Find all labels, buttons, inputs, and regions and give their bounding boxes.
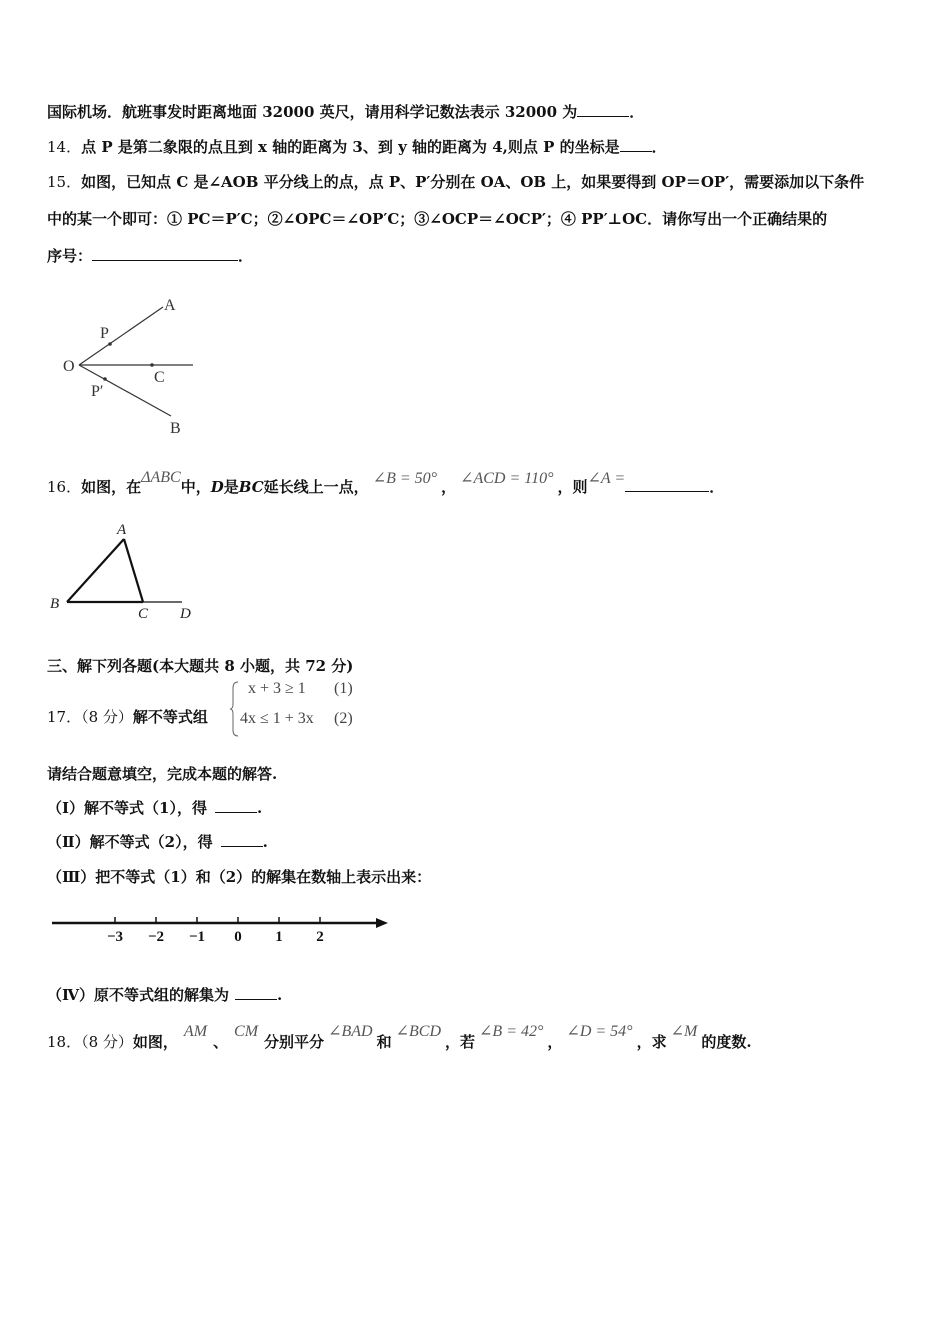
point-C [150, 363, 154, 367]
q18-text-6: ， [547, 1033, 563, 1051]
inequality-2 [240, 710, 353, 728]
system-brace [230, 680, 240, 738]
q13-answer-blank[interactable] [577, 102, 629, 117]
q16-text-5: ，则 [557, 478, 588, 496]
q14-line [47, 137, 667, 157]
segment-AB [67, 539, 124, 602]
inequality-1-expr: x + 3 ≥ 1 [248, 680, 306, 697]
q18-text-2: 、 [213, 1033, 229, 1051]
point-P-prime [103, 377, 107, 381]
label-P-prime: P′ [91, 383, 104, 400]
q17-part-2-text: （Ⅱ）解不等式（2），得 [47, 833, 213, 851]
q15-line-3 [47, 246, 253, 266]
q15-line-2 [47, 209, 827, 229]
q16-text-2: 中， [180, 478, 211, 496]
number-line [50, 910, 395, 945]
q15-line-1 [47, 172, 864, 192]
q16-math-angle-A: ∠A = [587, 470, 626, 487]
point-P [108, 342, 112, 346]
label-A: A [164, 297, 176, 314]
q17-part-1-text: （Ⅰ）解不等式（1），得 [47, 799, 207, 817]
q16-text-3: 是 [223, 478, 239, 496]
inequality-1 [240, 680, 353, 698]
q17-part-2-blank[interactable] [221, 832, 263, 847]
number-line-label: −3 [106, 929, 124, 945]
q15-text-2: 中的某一个即可：① PC＝P′C；②∠OPC＝∠OP′C；③∠OCP＝∠OCP′；④ PP′⊥OC．请你写出一个正确结果的 [47, 210, 828, 228]
q18-text-4: 和 [376, 1033, 392, 1051]
q18-math-angle-BAD: ∠BAD [328, 1023, 373, 1040]
q17-part-4-end: . [277, 986, 283, 1004]
q15-answer-blank[interactable] [92, 246, 238, 261]
number-line-label: −1 [188, 929, 206, 945]
q16-text-D: D [210, 478, 224, 496]
section-3-title: 三、解下列各题(本大题共 8 小题，共 72 分) [47, 657, 354, 675]
q17-part-1-end: . [256, 799, 263, 817]
q15-text-3: 序号： [47, 247, 93, 265]
number-line-label: 0 [234, 929, 242, 945]
segment-AC [124, 539, 143, 602]
inequality-2-expr: 4x ≤ 1 + 3x [240, 710, 314, 727]
label-C: C [138, 606, 149, 622]
q18-text-5: ，若 [445, 1033, 476, 1051]
q18-math-angle-B: ∠B = 42° [479, 1023, 544, 1040]
q13-end: ． [629, 103, 645, 121]
label-B: B [50, 596, 60, 612]
label-A: A [117, 522, 127, 538]
q17-number: 17． [47, 708, 82, 726]
q17-part-4-text: （Ⅳ）原不等式组的解集为 [47, 986, 230, 1004]
q18-math-angle-BCD: ∠BCD [395, 1023, 441, 1040]
q13-text: 国际机场．航班事发时距离地面 32000 英尺，请用科学记数法表示 32000 为 [47, 103, 578, 121]
q17-part-2 [47, 832, 268, 852]
q15-end: ． [238, 247, 254, 265]
inequality-2-tag: (2) [334, 710, 353, 727]
q17-part-1-blank[interactable] [215, 798, 257, 813]
number-line-ticks [107, 917, 324, 945]
q14-end: ． [651, 138, 667, 156]
number-line-label: 2 [316, 929, 324, 945]
label-O: O [63, 358, 75, 375]
q17-part-1 [47, 798, 262, 818]
q18-text-8: 的度数. [701, 1033, 752, 1051]
q18-math-AM: AM [183, 1023, 208, 1040]
q17-score: （8 分） [81, 708, 133, 726]
q13-tail-line [47, 102, 644, 122]
label-B: B [170, 420, 181, 437]
number-line-arrow [376, 918, 388, 928]
q18-score: （8 分） [81, 1033, 133, 1051]
q16-math-angle-ACD: ∠ACD = 110° [460, 470, 554, 487]
q18-math-angle-D: ∠D = 54° [566, 1023, 633, 1040]
q17-part-4 [47, 985, 282, 1005]
inequality-1-tag: (1) [334, 680, 353, 697]
q16-math-angle-B: ∠B = 50° [372, 470, 438, 487]
q16-text-4: 延长线上一点， [263, 478, 369, 496]
q18-math-angle-M: ∠M [670, 1023, 698, 1040]
q16-number: 16． [47, 478, 82, 496]
q16-comma-1: ， [441, 478, 457, 496]
label-C: C [154, 369, 165, 386]
q15-number: 15． [47, 173, 82, 191]
q14-text: 点 P 是第二象限的点且到 x 轴的距离为 3、到 y 轴的距离为 4,则点 P 的坐标是 [81, 138, 620, 156]
q17-text: 解不等式组 [132, 708, 208, 726]
number-line-label: −2 [147, 929, 165, 945]
q15-text-1: 如图，已知点 C 是∠AOB 平分线上的点，点 P、P′分别在 OA、OB 上，如果要得到 OP＝OP′，需要添加以下条件 [81, 173, 865, 191]
label-D: D [180, 606, 191, 622]
ray-OA [79, 307, 163, 365]
q14-number: 14． [47, 138, 82, 156]
q14-answer-blank[interactable] [620, 137, 652, 152]
q16-text-1: 如图，在 [81, 478, 142, 496]
q17-part-4-blank[interactable] [235, 985, 277, 1000]
q18-number: 18． [47, 1033, 82, 1051]
q17-part-3: （Ⅲ）把不等式（1）和（2）的解集在数轴上表示出来： [47, 868, 432, 886]
q18-text-1: 如图， [132, 1033, 178, 1051]
q18-math-CM: CM [234, 1023, 259, 1040]
q17-intro: 请结合题意填空，完成本题的解答. [47, 765, 278, 783]
q16-math-triangle: ΔABC [141, 469, 181, 486]
q16-end: ． [709, 478, 725, 496]
q16-line [47, 469, 725, 498]
label-P: P [100, 325, 109, 342]
q16-answer-blank[interactable] [625, 477, 709, 492]
q15-angle-figure [55, 290, 215, 440]
q17-inequality-system [230, 680, 370, 740]
q17-line [47, 707, 208, 727]
q16-triangle-figure [45, 518, 205, 623]
q17-part-2-end: . [262, 833, 268, 851]
q16-text-BC: BC [238, 478, 264, 496]
q18-line [47, 1023, 752, 1053]
q18-text-3: 分别平分 [264, 1033, 325, 1051]
q18-text-7: ，求 [636, 1033, 667, 1051]
number-line-label: 1 [275, 929, 283, 945]
